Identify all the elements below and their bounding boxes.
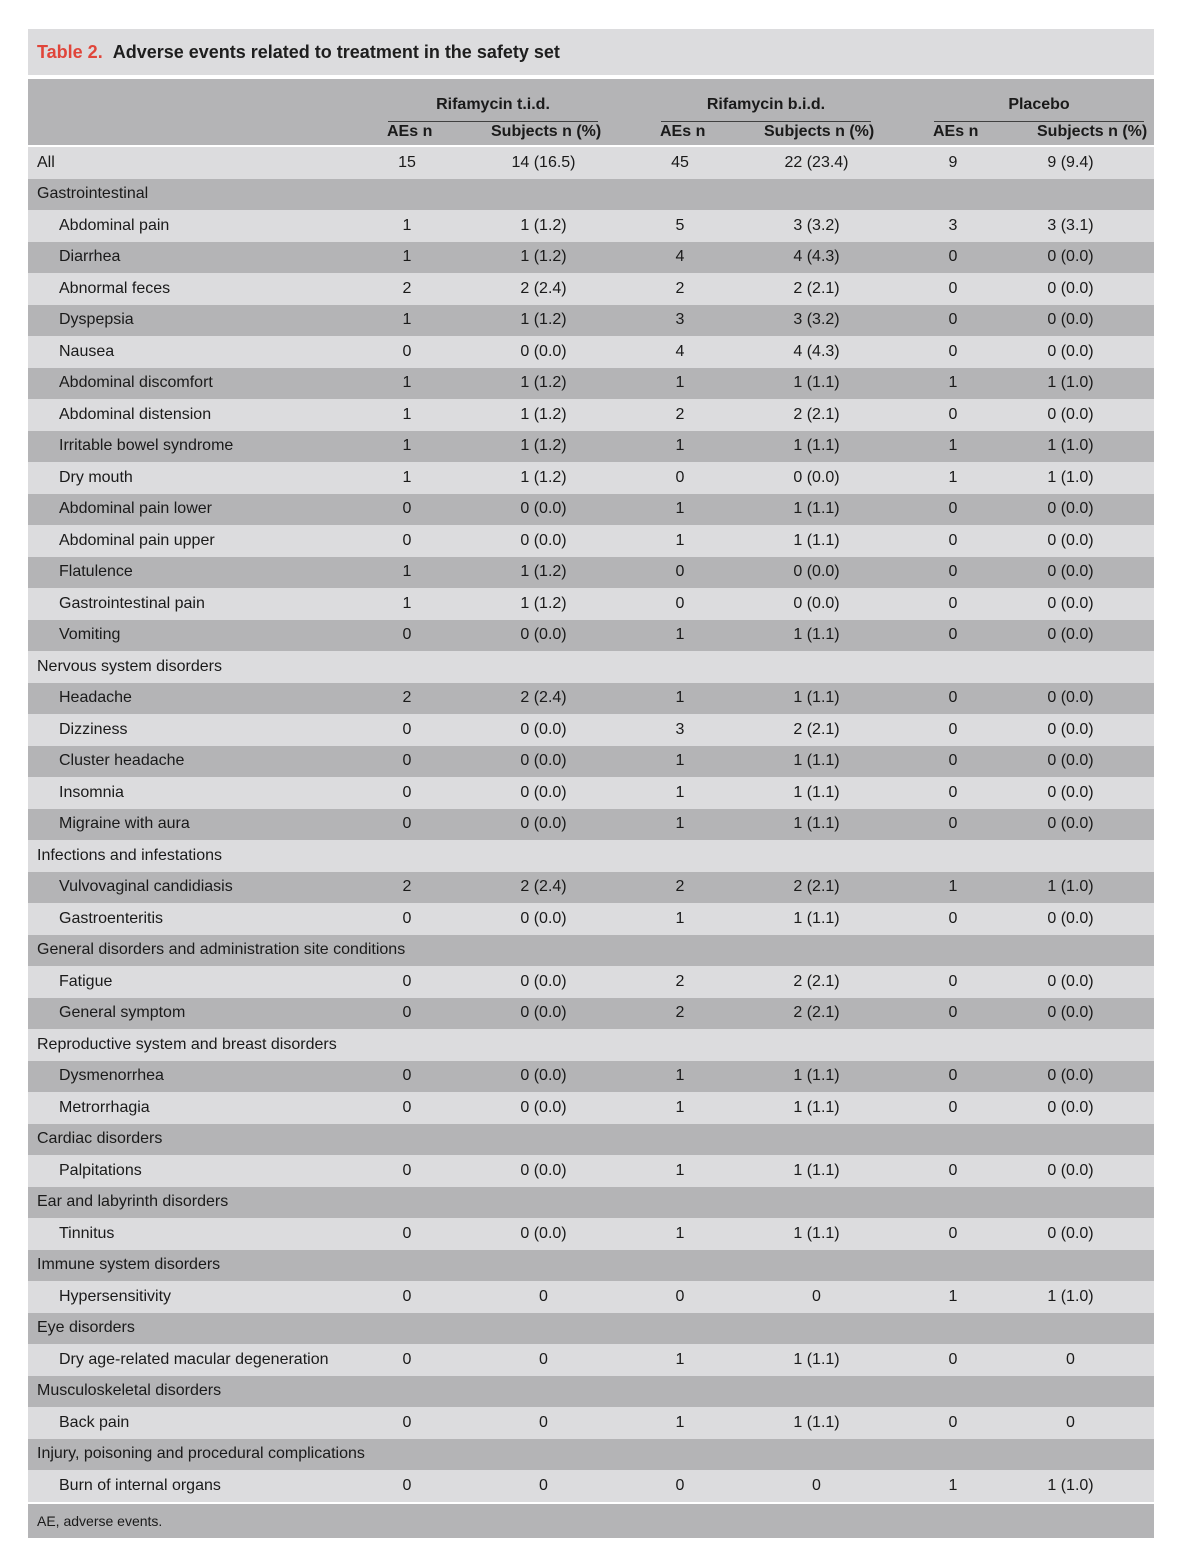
- aes-count-cell: 0: [373, 1092, 441, 1124]
- event-name: Abnormal feces: [28, 273, 373, 305]
- subjects-cell: 0 (0.0): [441, 494, 646, 526]
- subjects-cell: 0 (0.0): [714, 557, 919, 589]
- table-row: [28, 1281, 1154, 1313]
- table-row: [28, 210, 1154, 242]
- aes-count-cell: 1: [373, 399, 441, 431]
- table-row: [28, 683, 1154, 715]
- event-name: Abdominal discomfort: [28, 368, 373, 400]
- aes-count-cell: 0: [919, 336, 987, 368]
- aes-count-cell: 1: [373, 242, 441, 274]
- subjects-cell: 0 (0.0): [441, 777, 646, 809]
- subjects-cell: 1 (1.1): [714, 494, 919, 526]
- subjects-cell: 1 (1.1): [714, 809, 919, 841]
- aes-count-cell: 15: [373, 147, 441, 179]
- aes-count-cell: 2: [646, 998, 714, 1030]
- event-name: Cluster headache: [28, 746, 373, 778]
- subjects-cell: 0 (0.0): [987, 746, 1154, 778]
- aes-count-cell: 1: [646, 525, 714, 557]
- subjects-cell: 0 (0.0): [714, 588, 919, 620]
- subjects-cell: 1 (1.1): [714, 620, 919, 652]
- aes-count-cell: 1: [646, 1344, 714, 1376]
- aes-count-cell: 3: [646, 714, 714, 746]
- subjects-cell: 0 (0.0): [441, 966, 646, 998]
- subjects-cell: 0 (0.0): [441, 336, 646, 368]
- subjects-cell: 1 (1.1): [714, 777, 919, 809]
- subjects-cell: 0 (0.0): [441, 746, 646, 778]
- aes-count-cell: 0: [919, 903, 987, 935]
- aes-count-cell: 0: [646, 1470, 714, 1502]
- subheader-subjects-bid: Subjects n (%): [764, 123, 875, 140]
- aes-count-cell: 1: [373, 557, 441, 589]
- aes-count-cell: 0: [919, 777, 987, 809]
- event-name: Dyspepsia: [28, 305, 373, 337]
- subjects-cell: 0 (0.0): [441, 714, 646, 746]
- table-row: [28, 588, 1154, 620]
- subjects-cell: 1 (1.2): [441, 462, 646, 494]
- aes-count-cell: 0: [919, 494, 987, 526]
- table-header: [28, 79, 1154, 145]
- aes-count-cell: 1: [919, 1281, 987, 1313]
- table-row: [28, 1470, 1154, 1502]
- event-name: Flatulence: [28, 557, 373, 589]
- event-name: All: [28, 147, 373, 179]
- aes-count-cell: 0: [919, 273, 987, 305]
- aes-count-cell: 0: [373, 1218, 441, 1250]
- subjects-cell: 0 (0.0): [987, 777, 1154, 809]
- aes-count-cell: 0: [646, 1281, 714, 1313]
- aes-count-cell: 0: [919, 714, 987, 746]
- category-label: Reproductive system and breast disorders: [28, 1029, 1154, 1061]
- subjects-cell: 1 (1.2): [441, 557, 646, 589]
- event-name: Tinnitus: [28, 1218, 373, 1250]
- aes-count-cell: 1: [646, 620, 714, 652]
- table-row: [28, 998, 1154, 1030]
- subjects-cell: 3 (3.2): [714, 210, 919, 242]
- aes-count-cell: 1: [646, 494, 714, 526]
- event-name: Vulvovaginal candidiasis: [28, 872, 373, 904]
- aes-count-cell: 0: [919, 1155, 987, 1187]
- aes-count-cell: 0: [919, 998, 987, 1030]
- subjects-cell: 0: [441, 1344, 646, 1376]
- aes-count-cell: 1: [646, 1061, 714, 1093]
- subjects-cell: 1 (1.2): [441, 242, 646, 274]
- subjects-cell: 2 (2.4): [441, 683, 646, 715]
- aes-count-cell: 0: [919, 1061, 987, 1093]
- table-row: [28, 903, 1154, 935]
- aes-count-cell: 0: [919, 588, 987, 620]
- table-label: Table 2.: [37, 41, 103, 62]
- event-name: Fatigue: [28, 966, 373, 998]
- subjects-cell: 0 (0.0): [441, 998, 646, 1030]
- aes-count-cell: 0: [919, 305, 987, 337]
- event-name: Headache: [28, 683, 373, 715]
- aes-count-cell: 0: [373, 1061, 441, 1093]
- aes-count-cell: 1: [646, 1407, 714, 1439]
- aes-count-cell: 0: [373, 336, 441, 368]
- event-name: Gastrointestinal pain: [28, 588, 373, 620]
- subjects-cell: 0 (0.0): [987, 242, 1154, 274]
- subjects-cell: 0 (0.0): [987, 714, 1154, 746]
- category-label: Ear and labyrinth disorders: [28, 1187, 1154, 1219]
- aes-count-cell: 0: [373, 998, 441, 1030]
- subheader-aes-placebo: AEs n: [933, 123, 979, 140]
- table-row: [28, 966, 1154, 998]
- subjects-cell: 1 (1.1): [714, 368, 919, 400]
- table-row: [28, 1407, 1154, 1439]
- event-name: Vomiting: [28, 620, 373, 652]
- subjects-cell: 0 (0.0): [987, 809, 1154, 841]
- subjects-cell: 3 (3.2): [714, 305, 919, 337]
- aes-count-cell: 5: [646, 210, 714, 242]
- subjects-cell: 0 (0.0): [441, 1155, 646, 1187]
- subjects-cell: 3 (3.1): [987, 210, 1154, 242]
- event-name: General symptom: [28, 998, 373, 1030]
- subjects-cell: 0 (0.0): [441, 903, 646, 935]
- aes-count-cell: 1: [646, 746, 714, 778]
- subjects-cell: 1 (1.1): [714, 683, 919, 715]
- table-row: [28, 462, 1154, 494]
- subjects-cell: 1 (1.1): [714, 1092, 919, 1124]
- event-name: Hypersensitivity: [28, 1281, 373, 1313]
- subjects-cell: 0 (0.0): [441, 809, 646, 841]
- subjects-cell: 0 (0.0): [441, 1061, 646, 1093]
- aes-count-cell: 9: [919, 147, 987, 179]
- table-row: [28, 368, 1154, 400]
- table-row: [28, 557, 1154, 589]
- aes-count-cell: 1: [373, 431, 441, 463]
- aes-count-cell: 0: [373, 494, 441, 526]
- subjects-cell: 2 (2.1): [714, 872, 919, 904]
- aes-count-cell: 1: [646, 809, 714, 841]
- subjects-cell: 0 (0.0): [714, 462, 919, 494]
- aes-count-cell: 0: [919, 1344, 987, 1376]
- table-footnote: AE, adverse events.: [28, 1504, 1154, 1538]
- table-row: [28, 494, 1154, 526]
- subjects-cell: 0 (0.0): [987, 525, 1154, 557]
- table-row: [28, 336, 1154, 368]
- subjects-cell: 1 (1.2): [441, 368, 646, 400]
- subjects-cell: 0 (0.0): [987, 273, 1154, 305]
- subjects-cell: 1 (1.1): [714, 431, 919, 463]
- aes-count-cell: 0: [373, 1407, 441, 1439]
- table-caption: [28, 29, 1154, 75]
- subjects-cell: 4 (4.3): [714, 242, 919, 274]
- subjects-cell: 22 (23.4): [714, 147, 919, 179]
- subjects-cell: 1 (1.2): [441, 588, 646, 620]
- aes-count-cell: 2: [646, 966, 714, 998]
- table-row: [28, 714, 1154, 746]
- group-header-bid: Rifamycin b.i.d.: [661, 96, 871, 122]
- aes-count-cell: 1: [373, 588, 441, 620]
- category-label: Gastrointestinal: [28, 179, 1154, 211]
- table-row: [28, 809, 1154, 841]
- category-row: [28, 1029, 1154, 1061]
- subjects-cell: 0 (0.0): [987, 305, 1154, 337]
- table-row: [28, 1218, 1154, 1250]
- event-name: Dizziness: [28, 714, 373, 746]
- subjects-cell: 0 (0.0): [987, 557, 1154, 589]
- aes-count-cell: 2: [646, 399, 714, 431]
- table-row: [28, 242, 1154, 274]
- subjects-cell: 1 (1.0): [987, 462, 1154, 494]
- event-name: Abdominal pain: [28, 210, 373, 242]
- subjects-cell: 1 (1.1): [714, 1344, 919, 1376]
- aes-count-cell: 3: [646, 305, 714, 337]
- aes-count-cell: 1: [373, 210, 441, 242]
- aes-count-cell: 1: [919, 368, 987, 400]
- subjects-cell: 1 (1.1): [714, 1218, 919, 1250]
- subjects-cell: 0 (0.0): [987, 966, 1154, 998]
- aes-count-cell: 0: [919, 809, 987, 841]
- aes-count-cell: 1: [919, 431, 987, 463]
- table-row: [28, 620, 1154, 652]
- subjects-cell: 0: [441, 1407, 646, 1439]
- category-label: Infections and infestations: [28, 840, 1154, 872]
- subjects-cell: 0: [987, 1407, 1154, 1439]
- event-name: Diarrhea: [28, 242, 373, 274]
- subjects-cell: 1 (1.2): [441, 305, 646, 337]
- aes-count-cell: 1: [646, 368, 714, 400]
- aes-count-cell: 0: [373, 1344, 441, 1376]
- aes-count-cell: 0: [919, 683, 987, 715]
- aes-count-cell: 1: [646, 777, 714, 809]
- event-name: Dysmenorrhea: [28, 1061, 373, 1093]
- subjects-cell: 0 (0.0): [987, 588, 1154, 620]
- aes-count-cell: 2: [373, 683, 441, 715]
- event-name: Palpitations: [28, 1155, 373, 1187]
- subjects-cell: 1 (1.1): [714, 903, 919, 935]
- subjects-cell: 0: [714, 1281, 919, 1313]
- subjects-cell: 2 (2.1): [714, 714, 919, 746]
- category-label: Musculoskeletal disorders: [28, 1376, 1154, 1408]
- aes-count-cell: 45: [646, 147, 714, 179]
- subheader-aes-tid: AEs n: [387, 123, 433, 140]
- table-row: [28, 1092, 1154, 1124]
- subheader-subjects-tid: Subjects n (%): [491, 123, 602, 140]
- subjects-cell: 4 (4.3): [714, 336, 919, 368]
- subjects-cell: 0 (0.0): [987, 998, 1154, 1030]
- aes-count-cell: 0: [373, 777, 441, 809]
- category-row: [28, 1250, 1154, 1282]
- aes-count-cell: 0: [373, 966, 441, 998]
- group-header-tid: Rifamycin t.i.d.: [388, 96, 598, 122]
- table-row: [28, 746, 1154, 778]
- subjects-cell: 0: [714, 1470, 919, 1502]
- subheader-subjects-placebo: Subjects n (%): [1037, 123, 1148, 140]
- category-label: Cardiac disorders: [28, 1124, 1154, 1156]
- subjects-cell: 2 (2.1): [714, 966, 919, 998]
- subjects-cell: 0 (0.0): [987, 1061, 1154, 1093]
- aes-count-cell: 0: [919, 557, 987, 589]
- table-title: Adverse events related to treatment in the safety set: [112, 41, 560, 62]
- aes-count-cell: 0: [919, 1407, 987, 1439]
- aes-count-cell: 1: [646, 1218, 714, 1250]
- event-name: Insomnia: [28, 777, 373, 809]
- aes-count-cell: 0: [919, 966, 987, 998]
- aes-count-cell: 0: [373, 746, 441, 778]
- subjects-cell: 1 (1.0): [987, 431, 1154, 463]
- event-name: Abdominal pain lower: [28, 494, 373, 526]
- subjects-cell: 1 (1.1): [714, 525, 919, 557]
- category-label: Injury, poisoning and procedural complications: [28, 1439, 1154, 1471]
- aes-count-cell: 0: [373, 714, 441, 746]
- aes-count-cell: 0: [373, 1470, 441, 1502]
- subjects-cell: 2 (2.4): [441, 872, 646, 904]
- aes-count-cell: 2: [646, 273, 714, 305]
- aes-count-cell: 0: [646, 462, 714, 494]
- subjects-cell: 1 (1.2): [441, 210, 646, 242]
- subjects-cell: 1 (1.1): [714, 746, 919, 778]
- table-row: [28, 305, 1154, 337]
- table-row: [28, 273, 1154, 305]
- subjects-cell: 2 (2.1): [714, 399, 919, 431]
- table-row: [28, 1061, 1154, 1093]
- category-label: Nervous system disorders: [28, 651, 1154, 683]
- table-figure: [28, 29, 1154, 1538]
- aes-count-cell: 1: [646, 431, 714, 463]
- aes-count-cell: 0: [373, 903, 441, 935]
- category-row: [28, 840, 1154, 872]
- subjects-cell: 0 (0.0): [987, 903, 1154, 935]
- table-row: [28, 872, 1154, 904]
- subjects-cell: 1 (1.1): [714, 1155, 919, 1187]
- event-name: Gastroenteritis: [28, 903, 373, 935]
- aes-count-cell: 0: [373, 809, 441, 841]
- category-row: [28, 1439, 1154, 1471]
- aes-count-cell: 1: [646, 1155, 714, 1187]
- subjects-cell: 0 (0.0): [987, 1155, 1154, 1187]
- subjects-cell: 0 (0.0): [441, 620, 646, 652]
- category-row: [28, 1376, 1154, 1408]
- aes-count-cell: 1: [919, 462, 987, 494]
- aes-count-cell: 0: [919, 746, 987, 778]
- event-name: Back pain: [28, 1407, 373, 1439]
- subjects-cell: 1 (1.2): [441, 399, 646, 431]
- aes-count-cell: 0: [373, 1155, 441, 1187]
- category-label: Eye disorders: [28, 1313, 1154, 1345]
- subjects-cell: 0 (0.0): [441, 525, 646, 557]
- subjects-cell: 1 (1.0): [987, 1281, 1154, 1313]
- table-row: [28, 777, 1154, 809]
- aes-count-cell: 1: [373, 368, 441, 400]
- subjects-cell: 0 (0.0): [987, 336, 1154, 368]
- event-name: Metrorrhagia: [28, 1092, 373, 1124]
- category-row: [28, 1313, 1154, 1345]
- event-name: Burn of internal organs: [28, 1470, 373, 1502]
- event-name: Nausea: [28, 336, 373, 368]
- aes-count-cell: 1: [919, 872, 987, 904]
- subjects-cell: 2 (2.1): [714, 273, 919, 305]
- group-header-placebo: Placebo: [934, 96, 1144, 122]
- subjects-cell: 1 (1.0): [987, 368, 1154, 400]
- aes-count-cell: 1: [646, 1092, 714, 1124]
- aes-count-cell: 4: [646, 336, 714, 368]
- aes-count-cell: 0: [919, 1218, 987, 1250]
- subjects-cell: 9 (9.4): [987, 147, 1154, 179]
- subjects-cell: 0 (0.0): [987, 1092, 1154, 1124]
- table-row: [28, 525, 1154, 557]
- subjects-cell: 0 (0.0): [987, 1218, 1154, 1250]
- aes-count-cell: 0: [919, 620, 987, 652]
- subjects-cell: 0 (0.0): [987, 399, 1154, 431]
- subjects-cell: 2 (2.1): [714, 998, 919, 1030]
- table-row: [28, 399, 1154, 431]
- total-row: [28, 147, 1154, 179]
- category-label: Immune system disorders: [28, 1250, 1154, 1282]
- category-label: General disorders and administration site conditions: [28, 935, 1154, 967]
- table-row: [28, 1344, 1154, 1376]
- subjects-cell: 1 (1.0): [987, 872, 1154, 904]
- subjects-cell: 1 (1.2): [441, 431, 646, 463]
- subjects-cell: 2 (2.4): [441, 273, 646, 305]
- aes-count-cell: 1: [373, 462, 441, 494]
- subjects-cell: 1 (1.1): [714, 1407, 919, 1439]
- aes-count-cell: 0: [373, 1281, 441, 1313]
- table-row: [28, 431, 1154, 463]
- category-row: [28, 179, 1154, 211]
- event-name: Abdominal distension: [28, 399, 373, 431]
- aes-count-cell: 2: [373, 273, 441, 305]
- aes-count-cell: 0: [646, 588, 714, 620]
- event-name: Dry mouth: [28, 462, 373, 494]
- subjects-cell: 0 (0.0): [441, 1218, 646, 1250]
- aes-count-cell: 1: [373, 305, 441, 337]
- adverse-events-table: [28, 147, 1154, 1502]
- aes-count-cell: 4: [646, 242, 714, 274]
- event-name: Dry age-related macular degeneration: [28, 1344, 373, 1376]
- aes-count-cell: 2: [646, 872, 714, 904]
- aes-count-cell: 0: [919, 1092, 987, 1124]
- subjects-cell: 0 (0.0): [987, 683, 1154, 715]
- aes-count-cell: 0: [919, 525, 987, 557]
- aes-count-cell: 0: [919, 242, 987, 274]
- subjects-cell: 1 (1.0): [987, 1470, 1154, 1502]
- subjects-cell: 1 (1.1): [714, 1061, 919, 1093]
- subjects-cell: 0: [441, 1281, 646, 1313]
- aes-count-cell: 3: [919, 210, 987, 242]
- event-name: Irritable bowel syndrome: [28, 431, 373, 463]
- aes-count-cell: 1: [646, 903, 714, 935]
- subjects-cell: 0: [441, 1470, 646, 1502]
- subjects-cell: 0: [987, 1344, 1154, 1376]
- aes-count-cell: 2: [373, 872, 441, 904]
- subjects-cell: 0 (0.0): [441, 1092, 646, 1124]
- aes-count-cell: 1: [646, 683, 714, 715]
- category-row: [28, 1187, 1154, 1219]
- aes-count-cell: 0: [919, 399, 987, 431]
- category-row: [28, 1124, 1154, 1156]
- event-name: Migraine with aura: [28, 809, 373, 841]
- table-row: [28, 1155, 1154, 1187]
- event-name: Abdominal pain upper: [28, 525, 373, 557]
- category-row: [28, 935, 1154, 967]
- aes-count-cell: 0: [646, 557, 714, 589]
- aes-count-cell: 0: [373, 525, 441, 557]
- subjects-cell: 0 (0.0): [987, 494, 1154, 526]
- aes-count-cell: 0: [373, 620, 441, 652]
- aes-count-cell: 1: [919, 1470, 987, 1502]
- subjects-cell: 14 (16.5): [441, 147, 646, 179]
- subjects-cell: 0 (0.0): [987, 620, 1154, 652]
- category-row: [28, 651, 1154, 683]
- subheader-aes-bid: AEs n: [660, 123, 706, 140]
